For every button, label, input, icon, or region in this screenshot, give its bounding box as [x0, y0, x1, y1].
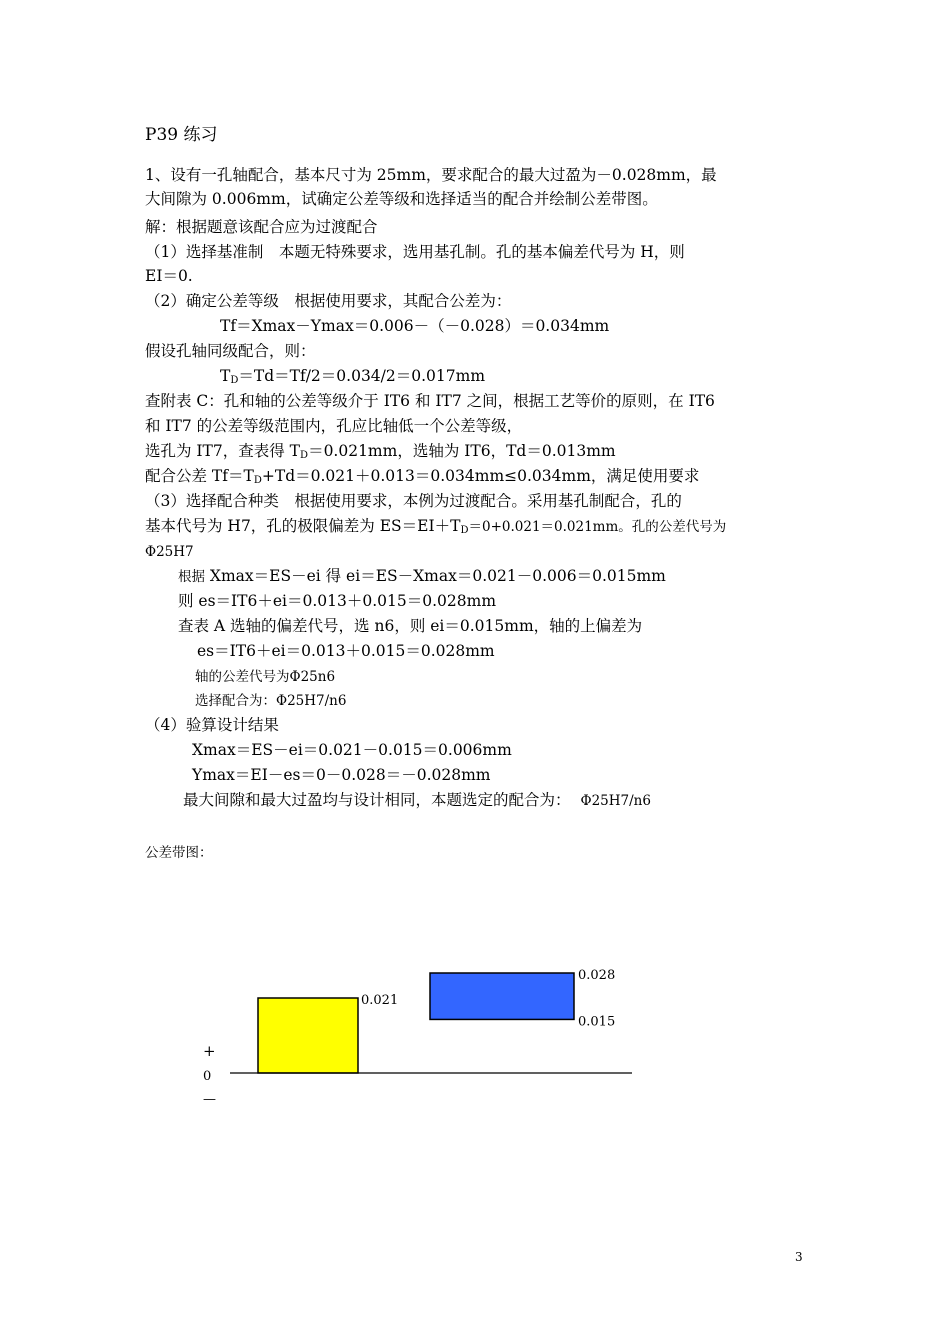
fit-check-b: +Td＝0.021＋0.013＝0.034mm≤0.034mm，满足使用要求	[261, 467, 700, 485]
shaft-tolerance-zone	[430, 973, 574, 1019]
shaft-code-line: 轴的公差代号为Φ25n6	[195, 669, 336, 685]
tolerance-zone-diagram	[195, 955, 645, 1115]
page-title: P39 练习	[145, 125, 218, 145]
step3-line-2-a: 基本代号为 H7，孔的极限偏差为 ES＝EI＋T	[145, 517, 461, 535]
assume-text: 假设孔轴同级配合，则：	[145, 342, 316, 360]
choose-grade-line	[145, 441, 616, 461]
step1-line-2: EI＝0.	[145, 267, 193, 285]
calc-es-line: 则 es＝IT6＋ei＝0.013＋0.015＝0.028mm	[178, 592, 497, 610]
hole-tolerance-zone	[258, 998, 358, 1073]
conclusion-line	[183, 790, 651, 811]
step3-line-3: Φ25H7	[145, 544, 194, 560]
xmax-check-line: Xmax＝ES－ei＝0.021－0.015＝0.006mm	[192, 741, 512, 759]
diagram-caption: 公差带图：	[145, 845, 213, 861]
choose-grade-b: ＝0.021mm，选轴为 IT6，Td＝0.013mm	[308, 442, 616, 460]
zero-label: 0	[203, 1069, 212, 1084]
shaft-lower-label: 0.015	[578, 1014, 616, 1030]
chosen-fit-line: 选择配合为：Φ25H7/n6	[195, 693, 347, 709]
calc-ei-line	[178, 566, 666, 587]
fit-tolerance-check	[145, 466, 699, 486]
step3-line-2	[145, 516, 726, 537]
step3-line-2-b: ＝0+0.021＝0.021mm。孔的公差代号为	[468, 519, 727, 535]
td-formula-sub: D	[230, 375, 239, 386]
hole-upper-label: 0.021	[361, 993, 399, 1008]
step3-line-2-sub: D	[460, 525, 469, 536]
step4-heading: （4）验算设计结果	[145, 716, 279, 734]
es-again-line: es＝IT6＋ei＝0.013＋0.015＝0.028mm	[197, 642, 495, 660]
step2-heading: （2）确定公差等级 根据使用要求，其配合公差为：	[145, 292, 512, 310]
fit-check-sub: D	[253, 475, 262, 486]
shaft-upper-label: 0.028	[578, 968, 616, 983]
calc-ei-label: 根据	[178, 569, 205, 585]
choose-grade-sub: D	[300, 450, 309, 461]
lookup-line-2: 和 IT7 的公差等级范围内，孔应比轴低一个公差等级，	[145, 417, 523, 435]
conclusion-a: 最大间隙和最大过盈均与设计相同，本题选定的配合为：	[183, 791, 571, 809]
minus-sign: —	[203, 1092, 216, 1107]
td-formula-rest: ＝Td＝Tf/2＝0.034/2＝0.017mm	[238, 367, 486, 385]
step3-line-1: （3）选择配合种类 根据使用要求，本例为过渡配合。采用基孔制配合，孔的	[145, 492, 682, 510]
choose-grade-a: 选孔为 IT7，查表得 T	[145, 442, 301, 460]
shaft-lookup-line: 查表 A 选轴的偏差代号，选 n6，则 ei＝0.015mm，轴的上偏差为	[178, 617, 643, 635]
fit-check-a: 配合公差 Tf＝T	[145, 467, 254, 485]
ymax-check-line: Ymax＝EI－es＝0－0.028＝－0.028mm	[192, 766, 491, 784]
plus-sign: +	[203, 1042, 216, 1060]
calc-ei-formula: Xmax＝ES－ei 得 ei＝ES－Xmax＝0.021－0.006＝0.015mm	[205, 567, 666, 585]
conclusion-b: Φ25H7/n6	[580, 793, 651, 809]
tf-formula: Tf＝Xmax－Ymax＝0.006－（－0.028）＝0.034mm	[220, 317, 610, 335]
td-formula-t: T	[220, 367, 231, 385]
solution-intro: 解：根据题意该配合应为过渡配合	[145, 218, 378, 236]
problem-line-1: 1、设有一孔轴配合，基本尺寸为 25mm，要求配合的最大过盈为－0.028mm，最	[145, 166, 717, 184]
problem-line-2: 大间隙为 0.006mm，试确定公差等级和选择适当的配合并绘制公差带图。	[145, 190, 658, 208]
td-formula	[220, 366, 485, 386]
lookup-line-1: 查附表 C：孔和轴的公差等级介于 IT6 和 IT7 之间，根据工艺等价的原则，在 IT6	[145, 392, 715, 410]
page-number: 3	[795, 1250, 803, 1264]
step1-line-1: （1）选择基准制 本题无特殊要求，选用基孔制。孔的基本偏差代号为 H，则	[145, 243, 685, 261]
